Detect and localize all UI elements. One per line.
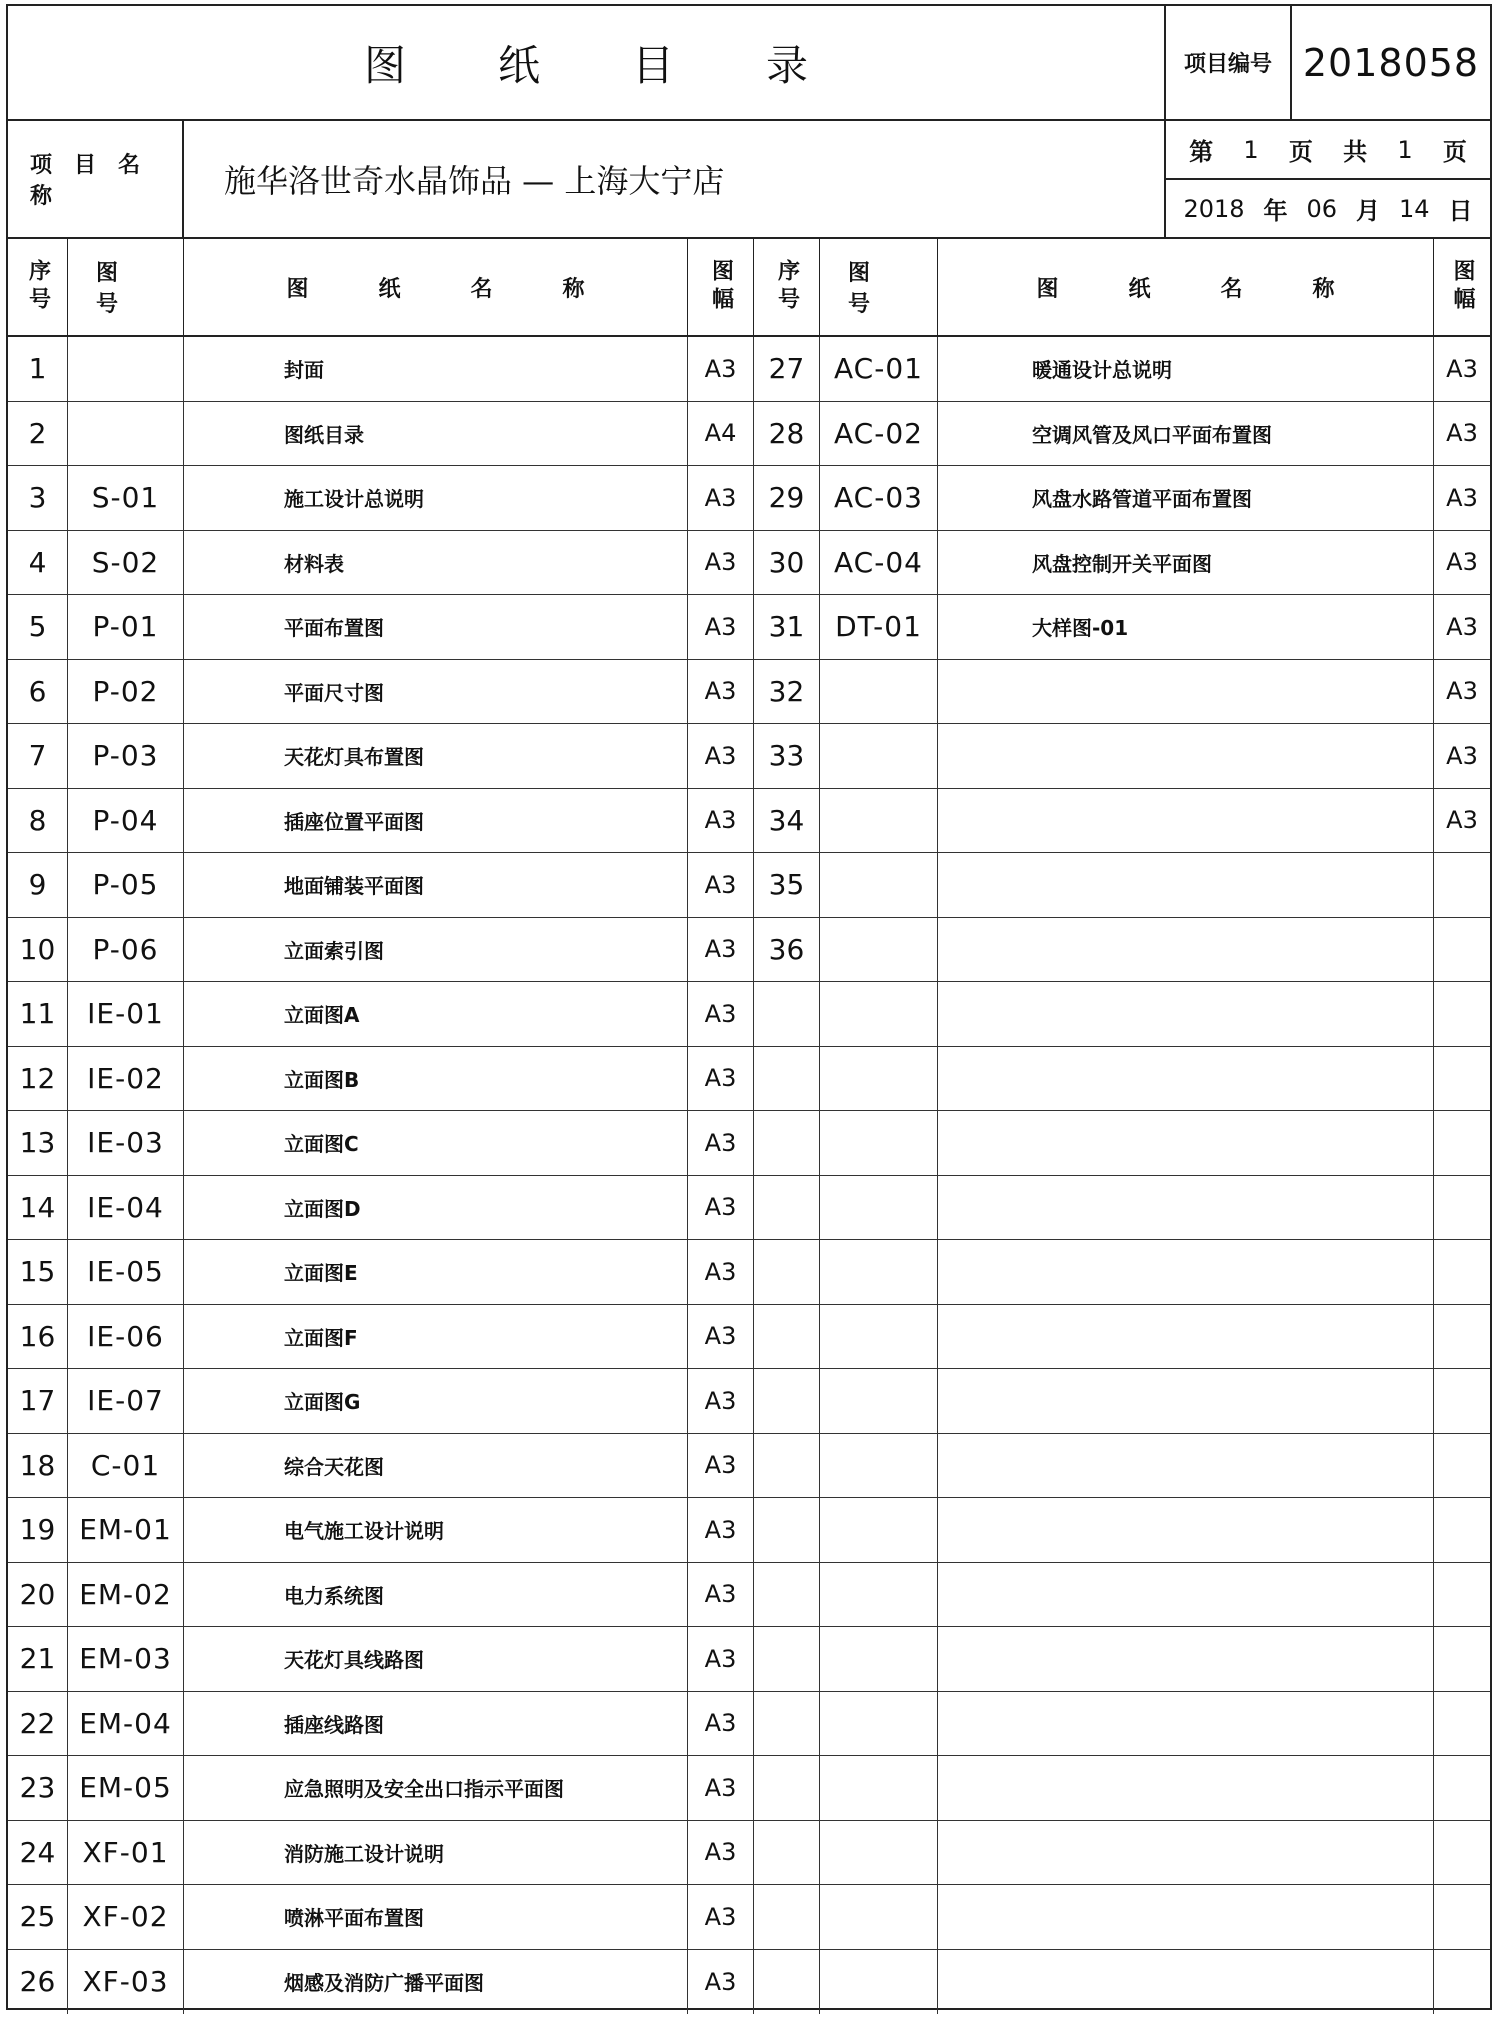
row-drawing-code: AC-03 xyxy=(820,466,938,530)
col-header-size-text: 图幅 xyxy=(708,259,734,315)
table-row xyxy=(8,402,1490,467)
table-row xyxy=(8,853,1490,918)
col-header-seq-text: 序号 xyxy=(25,259,51,315)
row-sheet-size: A3 xyxy=(688,724,754,788)
row-drawing-code: AC-02 xyxy=(820,402,938,466)
row-drawing-code xyxy=(820,853,938,917)
row-sheet-size: A3 xyxy=(688,918,754,982)
row-seq xyxy=(754,1756,820,1820)
page-gong: 共 xyxy=(1343,138,1368,166)
row-drawing-name: 消防施工设计说明 xyxy=(184,1821,688,1885)
row-drawing-name: 烟感及消防广播平面图 xyxy=(184,1950,688,2015)
row-seq xyxy=(754,1369,820,1433)
row-sheet-size: A3 xyxy=(688,1434,754,1498)
row-sheet-size: A3 xyxy=(688,1111,754,1175)
row-drawing-code xyxy=(820,1627,938,1691)
table-row xyxy=(8,1047,1490,1112)
table-row xyxy=(8,1111,1490,1176)
row-sheet-size xyxy=(1434,918,1490,982)
row-drawing-name: 电力系统图 xyxy=(184,1563,688,1627)
row-drawing-code xyxy=(820,1692,938,1756)
row-seq: 21 xyxy=(8,1627,68,1691)
row-drawing-code: EM-01 xyxy=(68,1498,184,1562)
row-sheet-size: A3 xyxy=(1446,677,1478,706)
row-sheet-size: A3 xyxy=(1446,612,1478,641)
table-row xyxy=(8,595,1490,660)
row-drawing-code xyxy=(820,1047,938,1111)
col-header-seq xyxy=(8,239,68,337)
table-row xyxy=(8,1885,1490,1950)
row-seq: 31 xyxy=(754,595,820,659)
row-drawing-name xyxy=(938,789,1434,853)
row-sheet-size: A3 xyxy=(1446,354,1478,383)
table-row xyxy=(8,1950,1490,2015)
row-sheet-size: A3 xyxy=(688,982,754,1046)
row-drawing-name xyxy=(938,1047,1434,1111)
row-drawing-code xyxy=(820,1563,938,1627)
table-row xyxy=(8,1176,1490,1241)
row-seq xyxy=(754,982,820,1046)
row-drawing-name: 应急照明及安全出口指示平面图 xyxy=(184,1756,688,1820)
row-seq xyxy=(754,1305,820,1369)
row-seq: 25 xyxy=(8,1885,68,1949)
row-seq: 36 xyxy=(754,918,820,982)
table-row xyxy=(8,1434,1490,1499)
row-sheet-size: A3 xyxy=(688,1692,754,1756)
row-drawing-name: 风盘控制开关平面图 xyxy=(938,531,1434,595)
row-seq: 10 xyxy=(8,918,68,982)
col-header-size-2-text: 图幅 xyxy=(1450,259,1475,315)
col-header-seq-2-text: 序号 xyxy=(774,259,800,315)
row-drawing-code: P-03 xyxy=(68,724,184,788)
row-drawing-code: P-01 xyxy=(68,595,184,659)
row-drawing-name: 材料表 xyxy=(184,531,688,595)
row-drawing-code: EM-03 xyxy=(68,1627,184,1691)
row-sheet-size xyxy=(1434,1240,1490,1304)
row-drawing-name: 立面索引图 xyxy=(184,918,688,982)
page-ye2: 页 xyxy=(1442,138,1467,166)
row-drawing-name: 喷淋平面布置图 xyxy=(184,1885,688,1949)
row-seq: 23 xyxy=(8,1756,68,1820)
row-sheet-size: A3 xyxy=(1446,419,1478,448)
row-sheet-size xyxy=(1434,1176,1490,1240)
row-seq: 14 xyxy=(8,1176,68,1240)
row-seq: 26 xyxy=(8,1950,68,2015)
row-drawing-code xyxy=(820,1176,938,1240)
row-drawing-name xyxy=(938,1240,1434,1304)
row-drawing-name xyxy=(938,724,1434,788)
row-drawing-name xyxy=(938,1821,1434,1885)
row-sheet-size xyxy=(1434,1498,1490,1562)
row-drawing-name: 风盘水路管道平面布置图 xyxy=(938,466,1434,530)
row-drawing-name: 暖通设计总说明 xyxy=(938,337,1434,401)
row-drawing-name: 插座线路图 xyxy=(184,1692,688,1756)
row-sheet-size: A3 xyxy=(688,1498,754,1562)
row-sheet-size xyxy=(1434,1627,1490,1691)
row-drawing-name: 立面图A xyxy=(184,982,688,1046)
row-drawing-code: IE-01 xyxy=(68,982,184,1046)
row-sheet-size: A3 xyxy=(688,660,754,724)
row-seq: 34 xyxy=(754,789,820,853)
row-drawing-code: AC-04 xyxy=(820,531,938,595)
row-seq: 7 xyxy=(8,724,68,788)
row-sheet-size xyxy=(1434,1111,1490,1175)
row-seq: 19 xyxy=(8,1498,68,1562)
date-year: 2018 xyxy=(1183,194,1245,223)
row-sheet-size: A3 xyxy=(688,1240,754,1304)
page-total: 1 xyxy=(1397,135,1413,164)
row-drawing-code: S-01 xyxy=(68,466,184,530)
row-drawing-name: 立面图F xyxy=(184,1305,688,1369)
col-header-name: 图纸名称 xyxy=(184,239,688,337)
row-drawing-code: XF-03 xyxy=(68,1950,184,2015)
project-name-value: 施华洛世奇水晶饰品 — 上海大宁店 xyxy=(184,121,1166,239)
row-sheet-size: A3 xyxy=(1446,806,1478,835)
row-drawing-code: IE-07 xyxy=(68,1369,184,1433)
table-row xyxy=(8,982,1490,1047)
row-seq: 30 xyxy=(754,531,820,595)
row-seq: 11 xyxy=(8,982,68,1046)
row-drawing-code xyxy=(820,1821,938,1885)
row-sheet-size xyxy=(1434,853,1490,917)
row-drawing-name: 立面图D xyxy=(184,1176,688,1240)
row-drawing-name xyxy=(938,1563,1434,1627)
row-sheet-size: A3 xyxy=(688,531,754,595)
table-row xyxy=(8,1498,1490,1563)
table-row xyxy=(8,789,1490,854)
row-drawing-name xyxy=(938,1627,1434,1691)
row-seq: 32 xyxy=(754,660,820,724)
row-drawing-code xyxy=(820,1240,938,1304)
row-sheet-size xyxy=(1434,1692,1490,1756)
row-drawing-name: 立面图C xyxy=(184,1111,688,1175)
row-drawing-name xyxy=(938,982,1434,1046)
page-di: 第 xyxy=(1189,138,1214,166)
row-seq xyxy=(754,1176,820,1240)
row-sheet-size: A3 xyxy=(688,1885,754,1949)
row-drawing-name: 天花灯具布置图 xyxy=(184,724,688,788)
row-drawing-code xyxy=(68,402,184,466)
page-indicator xyxy=(1166,121,1490,180)
row-drawing-name: 地面铺装平面图 xyxy=(184,853,688,917)
row-drawing-name: 空调风管及风口平面布置图 xyxy=(938,402,1434,466)
row-sheet-size xyxy=(1434,1821,1490,1885)
row-drawing-name: 天花灯具线路图 xyxy=(184,1627,688,1691)
row-sheet-size: A3 xyxy=(688,1756,754,1820)
row-drawing-name xyxy=(938,1434,1434,1498)
row-drawing-name xyxy=(938,918,1434,982)
row-sheet-size: A3 xyxy=(688,1176,754,1240)
row-seq: 8 xyxy=(8,789,68,853)
date-indicator xyxy=(1166,180,1490,239)
table-row xyxy=(8,724,1490,789)
row-drawing-code xyxy=(820,1885,938,1949)
row-sheet-size xyxy=(1434,1047,1490,1111)
row-drawing-code: EM-02 xyxy=(68,1563,184,1627)
row-seq: 20 xyxy=(8,1563,68,1627)
row-sheet-size xyxy=(1434,1563,1490,1627)
table-row xyxy=(8,466,1490,531)
row-sheet-size xyxy=(1434,1885,1490,1949)
date-nian: 年 xyxy=(1263,197,1288,225)
row-drawing-name: 封面 xyxy=(184,337,688,401)
table-row xyxy=(8,1369,1490,1434)
row-drawing-code: IE-04 xyxy=(68,1176,184,1240)
row-drawing-code xyxy=(820,1369,938,1433)
row-drawing-name: 平面尺寸图 xyxy=(184,660,688,724)
row-seq: 3 xyxy=(8,466,68,530)
row-drawing-name: 图纸目录 xyxy=(184,402,688,466)
col-header-size xyxy=(688,239,754,337)
row-seq: 13 xyxy=(8,1111,68,1175)
row-drawing-code: P-05 xyxy=(68,853,184,917)
row-seq: 24 xyxy=(8,1821,68,1885)
row-sheet-size xyxy=(1434,1950,1490,2015)
row-sheet-size: A3 xyxy=(1446,548,1478,577)
row-seq: 6 xyxy=(8,660,68,724)
row-sheet-size xyxy=(1434,1369,1490,1433)
row-seq: 4 xyxy=(8,531,68,595)
row-drawing-code xyxy=(68,337,184,401)
row-sheet-size: A3 xyxy=(1446,741,1478,770)
row-sheet-size: A3 xyxy=(688,1563,754,1627)
project-number-value: 2018058 xyxy=(1292,6,1490,121)
table-row xyxy=(8,1821,1490,1886)
row-drawing-code: P-02 xyxy=(68,660,184,724)
row-drawing-code xyxy=(820,789,938,853)
row-sheet-size: A3 xyxy=(688,789,754,853)
row-sheet-size xyxy=(1434,1305,1490,1369)
row-drawing-code: C-01 xyxy=(68,1434,184,1498)
row-drawing-code: P-04 xyxy=(68,789,184,853)
row-drawing-name: 电气施工设计说明 xyxy=(184,1498,688,1562)
table-row xyxy=(8,1756,1490,1821)
row-drawing-name xyxy=(938,660,1434,724)
row-drawing-name: 立面图G xyxy=(184,1369,688,1433)
project-name-label: 项目名称 xyxy=(8,121,184,239)
date-ri: 日 xyxy=(1448,197,1473,225)
row-drawing-code xyxy=(820,1756,938,1820)
row-drawing-name: 大样图-01 xyxy=(938,595,1434,659)
row-drawing-name xyxy=(938,1111,1434,1175)
row-sheet-size: A3 xyxy=(688,1369,754,1433)
row-sheet-size: A4 xyxy=(688,402,754,466)
row-drawing-code: DT-01 xyxy=(820,595,938,659)
row-seq xyxy=(754,1434,820,1498)
row-drawing-code: IE-06 xyxy=(68,1305,184,1369)
row-seq xyxy=(754,1821,820,1885)
row-seq xyxy=(754,1885,820,1949)
row-drawing-name xyxy=(938,1692,1434,1756)
row-sheet-size: A3 xyxy=(688,1047,754,1111)
page-ye: 页 xyxy=(1288,138,1313,166)
row-seq: 33 xyxy=(754,724,820,788)
row-seq: 22 xyxy=(8,1692,68,1756)
row-seq: 35 xyxy=(754,853,820,917)
row-seq: 29 xyxy=(754,466,820,530)
date-yue: 月 xyxy=(1356,197,1381,225)
row-sheet-size: A3 xyxy=(688,853,754,917)
row-seq xyxy=(754,1047,820,1111)
row-drawing-code xyxy=(820,982,938,1046)
row-seq xyxy=(754,1692,820,1756)
row-sheet-size: A3 xyxy=(1446,483,1478,512)
project-number-label: 项目编号 xyxy=(1166,6,1292,121)
row-drawing-code xyxy=(820,1498,938,1562)
row-seq: 28 xyxy=(754,402,820,466)
row-drawing-code xyxy=(820,1950,938,2015)
row-drawing-code: IE-02 xyxy=(68,1047,184,1111)
row-drawing-name: 立面图B xyxy=(184,1047,688,1111)
row-sheet-size xyxy=(1434,1434,1490,1498)
row-drawing-code xyxy=(820,724,938,788)
date-month: 06 xyxy=(1306,194,1338,223)
row-seq xyxy=(754,1240,820,1304)
row-sheet-size xyxy=(1434,1756,1490,1820)
row-sheet-size: A3 xyxy=(688,337,754,401)
row-drawing-name xyxy=(938,853,1434,917)
row-seq: 15 xyxy=(8,1240,68,1304)
row-seq: 17 xyxy=(8,1369,68,1433)
row-drawing-code: S-02 xyxy=(68,531,184,595)
row-drawing-code: IE-03 xyxy=(68,1111,184,1175)
table-row xyxy=(8,1563,1490,1628)
row-drawing-name xyxy=(938,1176,1434,1240)
row-drawing-name: 平面布置图 xyxy=(184,595,688,659)
row-drawing-code xyxy=(820,1434,938,1498)
row-sheet-size xyxy=(1434,982,1490,1046)
row-drawing-name xyxy=(938,1305,1434,1369)
row-sheet-size: A3 xyxy=(688,1627,754,1691)
row-drawing-code: IE-05 xyxy=(68,1240,184,1304)
row-drawing-code: XF-02 xyxy=(68,1885,184,1949)
table-row xyxy=(8,337,1490,402)
row-drawing-name xyxy=(938,1756,1434,1820)
table-row xyxy=(8,660,1490,725)
table-row xyxy=(8,1240,1490,1305)
col-header-name-2: 图纸名称 xyxy=(938,239,1434,337)
row-sheet-size: A3 xyxy=(688,1821,754,1885)
row-seq xyxy=(754,1111,820,1175)
row-drawing-code: P-06 xyxy=(68,918,184,982)
row-sheet-size: A3 xyxy=(688,595,754,659)
row-drawing-code xyxy=(820,660,938,724)
col-header-code-2: 图号 xyxy=(820,239,938,337)
row-seq: 1 xyxy=(8,337,68,401)
row-seq: 27 xyxy=(754,337,820,401)
table-row xyxy=(8,1305,1490,1370)
table-row xyxy=(8,1692,1490,1757)
row-drawing-code: AC-01 xyxy=(820,337,938,401)
row-drawing-code: EM-04 xyxy=(68,1692,184,1756)
row-seq: 16 xyxy=(8,1305,68,1369)
row-drawing-code: EM-05 xyxy=(68,1756,184,1820)
date-day: 14 xyxy=(1398,194,1430,223)
row-drawing-name xyxy=(938,1369,1434,1433)
row-drawing-name: 综合天花图 xyxy=(184,1434,688,1498)
row-drawing-code: XF-01 xyxy=(68,1821,184,1885)
row-drawing-code xyxy=(820,918,938,982)
col-header-seq-2 xyxy=(754,239,820,337)
row-drawing-name xyxy=(938,1498,1434,1562)
row-sheet-size: A3 xyxy=(688,1305,754,1369)
row-seq: 2 xyxy=(8,402,68,466)
row-drawing-name: 插座位置平面图 xyxy=(184,789,688,853)
row-seq: 5 xyxy=(8,595,68,659)
table-row xyxy=(8,1627,1490,1692)
table-row xyxy=(8,531,1490,596)
col-header-code: 图号 xyxy=(68,239,184,337)
row-seq: 18 xyxy=(8,1434,68,1498)
row-drawing-code xyxy=(820,1111,938,1175)
page-current: 1 xyxy=(1243,135,1259,164)
row-seq xyxy=(754,1950,820,2015)
drawing-index-sheet xyxy=(6,4,1492,2010)
row-seq xyxy=(754,1498,820,1562)
row-drawing-name: 施工设计总说明 xyxy=(184,466,688,530)
row-seq: 9 xyxy=(8,853,68,917)
row-drawing-name xyxy=(938,1885,1434,1949)
table-row xyxy=(8,918,1490,983)
row-sheet-size: A3 xyxy=(688,466,754,530)
row-seq: 12 xyxy=(8,1047,68,1111)
row-drawing-name: 立面图E xyxy=(184,1240,688,1304)
sheet-title: 图纸目录 xyxy=(8,6,1166,121)
drawing-list-table xyxy=(8,337,1490,2014)
row-seq xyxy=(754,1627,820,1691)
row-seq xyxy=(754,1563,820,1627)
row-sheet-size: A3 xyxy=(688,1950,754,2015)
row-drawing-code xyxy=(820,1305,938,1369)
col-header-size-2 xyxy=(1434,239,1490,337)
row-drawing-name xyxy=(938,1950,1434,2015)
